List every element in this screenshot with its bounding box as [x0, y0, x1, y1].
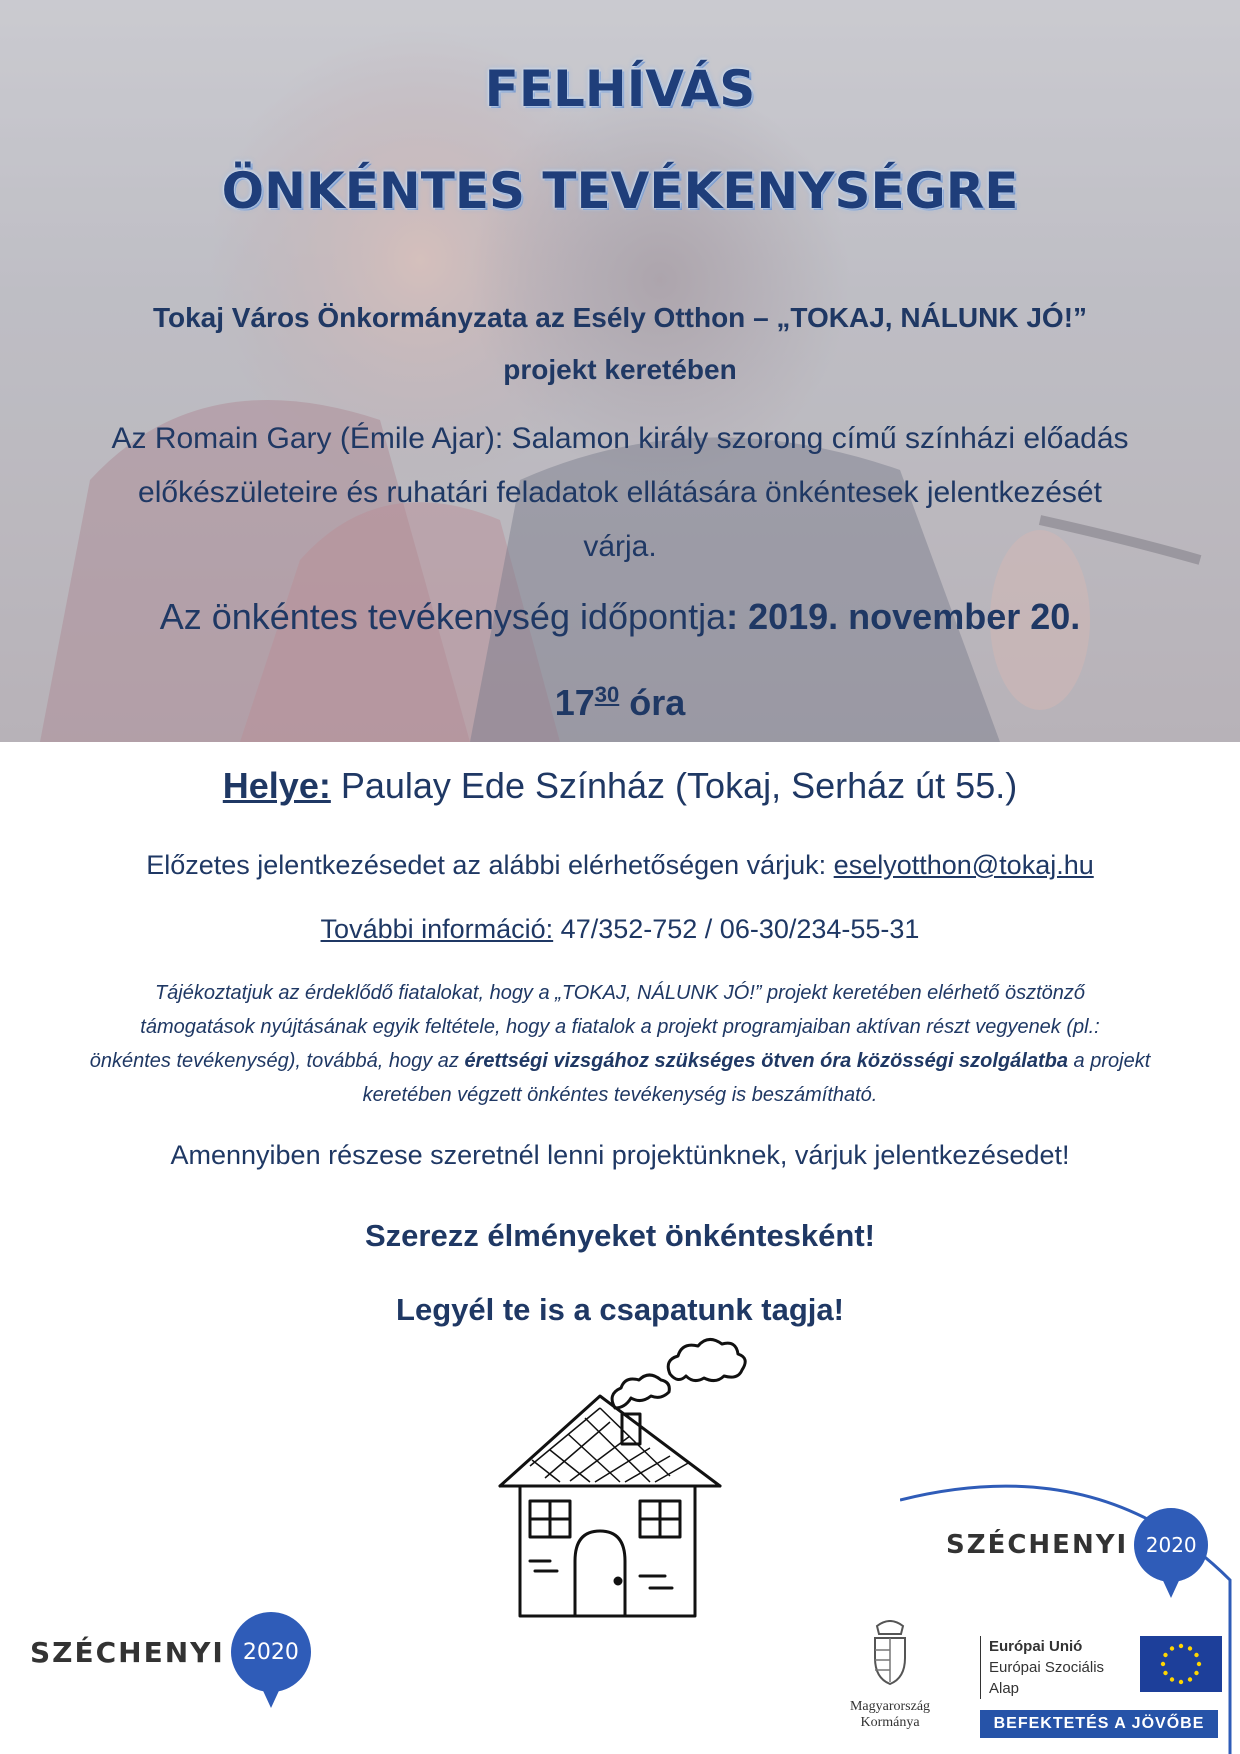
apply-line: [0, 850, 1240, 881]
szechenyi-logo-left: [30, 1612, 311, 1692]
szechenyi-logo-right: [946, 1508, 1208, 1582]
join-text: Amennyiben részese szeretnél lenni projektünknek, várjuk jelentkezésedet!: [170, 1140, 1070, 1170]
description-line2: előkészületeire és ruhatári feladatok ellátására önkéntesek jelentkezését: [138, 476, 1102, 509]
description-line3: várja.: [583, 530, 657, 563]
notice-line4: keretében végzett önkéntes tevékenység is beszámítható.: [362, 1084, 878, 1106]
notice-line3-bold: érettségi vizsgához szükséges ötven óra közösségi szolgálatba: [464, 1050, 1068, 1072]
event-date: [0, 596, 1240, 638]
event-place-value: Paulay Ede Színház (Tokaj, Serház út 55.): [330, 765, 1018, 806]
szechenyi-year-right: 2020: [1134, 1508, 1208, 1582]
info-line: [0, 914, 1240, 945]
event-time-hour: 17: [554, 682, 595, 723]
szechenyi-year-left: 2020: [231, 1612, 311, 1692]
apply-text: Előzetes jelentkezésedet az alábbi elérhetőségen várjuk:: [146, 850, 834, 880]
notice-line3-start: önkéntes tevékenység), továbbá, hogy az: [89, 1050, 465, 1072]
eu-line2: Európai Szociális: [989, 1659, 1105, 1676]
event-time-minute: 30: [594, 682, 620, 707]
eu-line1: Európai Unió: [989, 1638, 1083, 1655]
info-phones: 47/352-752 / 06-30/234-55-31: [553, 914, 920, 944]
coat-of-arms-icon: [865, 1620, 915, 1688]
szechenyi-word-right: SZÉCHENYI: [946, 1530, 1129, 1560]
gov-line2: Kormánya: [860, 1715, 920, 1730]
contact-email-link[interactable]: eselyotthon@tokaj.hu: [833, 850, 1094, 880]
organizer-line2: projekt keretében: [503, 354, 737, 385]
organizer-text: [0, 292, 1240, 396]
notice-paragraph: [30, 976, 1210, 1112]
organizer-line1: Tokaj Város Önkormányzata az Esély Otthon – „TOKAJ, NÁLUNK JÓ!”: [152, 302, 1088, 333]
notice-line3-end: a projekt: [1067, 1050, 1151, 1072]
eu-fund-text: [980, 1636, 1104, 1699]
eu-flag-icon: [1140, 1636, 1222, 1692]
title-line1: FELHÍVÁS: [484, 60, 756, 118]
slogan-team: Legyél te is a csapatunk tagja!: [396, 1292, 844, 1327]
location-pin-icon: [231, 1612, 311, 1692]
investment-banner: BEFEKTETÉS A JÖVŐBE: [980, 1710, 1218, 1738]
government-logo: [830, 1620, 950, 1731]
szechenyi-word-left: SZÉCHENYI: [30, 1635, 225, 1669]
location-pin-icon: [1134, 1508, 1208, 1582]
slogan-experiences: Szerezz élményeket önkéntesként!: [365, 1218, 875, 1253]
notice-line2: támogatások nyújtásának egyik feltétele, hogy a fiatalok a projekt programjaiban aktívan részt vegyenek (pl.:: [140, 1016, 1100, 1038]
event-time: [0, 682, 1240, 724]
description-text: [50, 412, 1190, 574]
info-label: További információ:: [320, 914, 554, 944]
event-time-unit: óra: [619, 682, 686, 723]
gov-line1: Magyarország: [849, 1699, 931, 1714]
event-date-value: : 2019. november 20.: [726, 596, 1081, 637]
description-line1: Az Romain Gary (Émile Ajar): Salamon király szorong című színházi előadás: [111, 422, 1129, 455]
notice-line3: [30, 1044, 1210, 1078]
house-drawing: [490, 1336, 790, 1626]
event-date-label: Az önkéntes tevékenység időpontja: [159, 596, 727, 637]
title-line2: ÖNKÉNTES TEVÉKENYSÉGRE: [221, 162, 1019, 220]
event-place: [0, 765, 1240, 807]
event-place-label: Helye:: [222, 765, 331, 806]
notice-line1: Tájékoztatjuk az érdeklődő fiatalokat, hogy a „TOKAJ, NÁLUNK JÓ!” projekt keretében elérhető ösztönző: [154, 982, 1086, 1004]
eu-line3: Alap: [989, 1680, 1020, 1697]
